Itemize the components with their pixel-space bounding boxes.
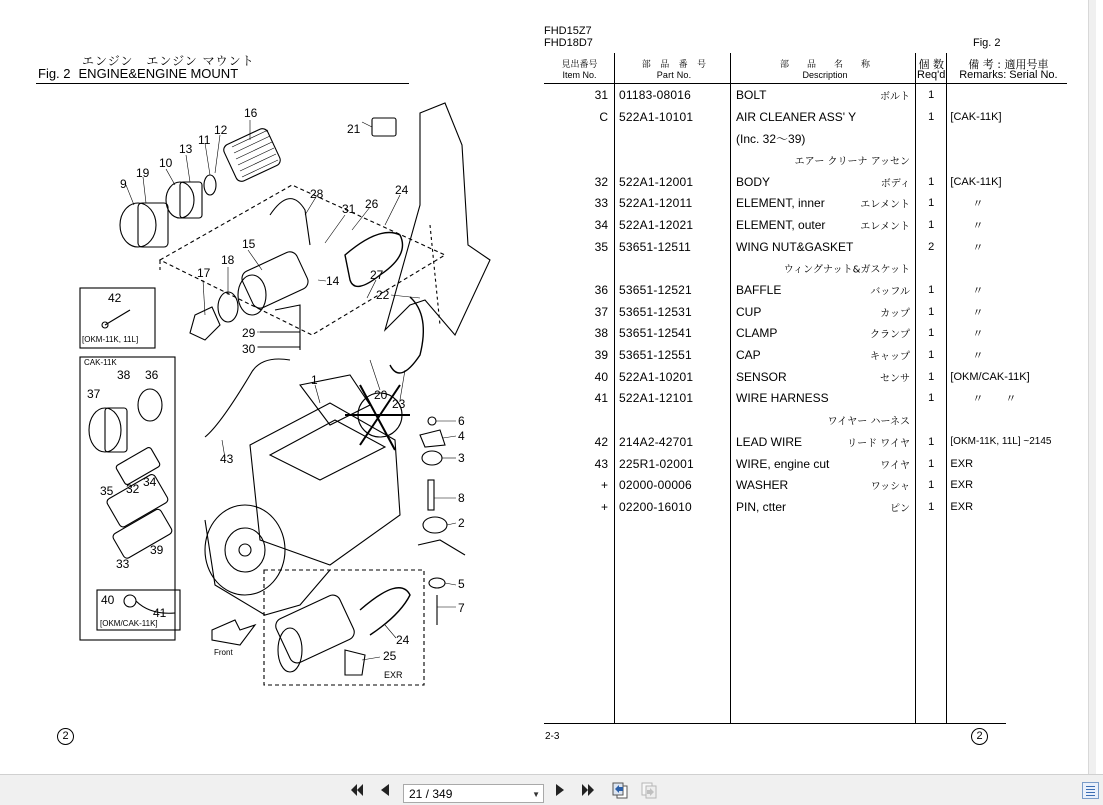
box-label: [OKM/CAK-11K]	[100, 619, 158, 628]
callout: 16	[244, 106, 258, 120]
model-name: FHD18D7	[544, 37, 593, 49]
callout: 26	[365, 197, 379, 211]
right-page-marker: 2	[971, 728, 988, 745]
callout: 22	[376, 288, 390, 302]
callout: 32	[126, 482, 140, 496]
callout: 35	[100, 484, 114, 498]
callout: Front	[214, 648, 233, 657]
right-page	[520, 0, 1096, 774]
callout: 10	[159, 156, 173, 170]
table-row: 41 522A1-12101 WIRE HARNESS 1 〃 〃	[544, 388, 1067, 410]
page-number: 2-3	[545, 731, 560, 742]
page-number-select[interactable]	[403, 784, 544, 803]
table-header	[544, 53, 1067, 84]
table-row: 38 53651-12541 CLAMP クランプ 1 〃	[544, 323, 1067, 345]
callout: 34	[143, 475, 157, 489]
callout: 9	[120, 177, 127, 191]
table-row: 40 522A1-10201 SENSOR センサ 1 [OKM/CAK-11K]	[544, 366, 1067, 388]
callout: 24	[395, 183, 409, 197]
callout: 2	[458, 516, 465, 530]
callout: 12	[214, 123, 228, 137]
table-row: C 522A1-10101 AIR CLEANER ASS' Y 1 [CAK-11K]	[544, 106, 1067, 128]
navigation-toolbar	[0, 774, 1103, 805]
callout: 31	[342, 202, 356, 216]
header-qty: 個 数 Req'd	[916, 53, 947, 84]
parts-rows	[544, 84, 1067, 723]
table-row: 36 53651-12521 BAFFLE バッフル 1 〃	[544, 279, 1067, 301]
callout: 5	[458, 577, 465, 591]
callout: 17	[197, 266, 211, 280]
callout: 39	[150, 543, 164, 557]
header-remarks: 備 考 : 適用号車 Remarks: Serial No.	[947, 53, 1068, 84]
left-page-marker: 2	[57, 728, 74, 745]
callout: 19	[136, 166, 150, 180]
sidebar-toggle-icon[interactable]	[1082, 782, 1099, 799]
callout: 24	[396, 633, 410, 647]
callout: 15	[242, 237, 256, 251]
box-label: [OKM-11K, 11L]	[82, 335, 139, 344]
previous-view-icon[interactable]	[611, 781, 629, 799]
callout: CAK-11K	[84, 358, 117, 367]
model-name: FHD15Z7	[544, 25, 592, 37]
table-row: ワイヤー ハーネス	[544, 409, 1067, 431]
table-row: 39 53651-12551 CAP キャップ 1 〃	[544, 344, 1067, 366]
table-row: ウィングナット&ガスケット	[544, 258, 1067, 280]
table-row: 35 53651-12511 WING NUT&GASKET 2 〃	[544, 236, 1067, 258]
last-page-icon[interactable]	[579, 781, 597, 799]
callout: 30	[242, 342, 256, 356]
table-row: + 02200-16010 PIN, ctter ピン 1 EXR	[544, 496, 1067, 518]
fig-title-en: ENGINE&ENGINE MOUNT	[78, 66, 239, 81]
callout: 8	[458, 491, 465, 505]
fig-label: Fig. 2	[38, 66, 71, 81]
fig-title-underline	[36, 83, 409, 84]
parts-table	[544, 53, 1067, 723]
callout: 7	[458, 601, 465, 615]
callout: 13	[179, 142, 193, 156]
callout: 11	[198, 133, 211, 147]
table-row: 42 214A2-42701 LEAD WIRE リード ワイヤ 1 [OKM-11K, 11L] ~2145	[544, 431, 1067, 453]
callout: 1	[311, 373, 318, 387]
prev-page-icon[interactable]	[376, 781, 394, 799]
callout: 29	[242, 326, 256, 340]
callout: 33	[116, 557, 130, 571]
callout: 42	[108, 291, 122, 305]
table-row: 32 522A1-12001 BODY ボディ 1 [CAK-11K]	[544, 171, 1067, 193]
table-row: 37 53651-12531 CUP カップ 1 〃	[544, 301, 1067, 323]
header-desc: 部 品 名 称 Description	[731, 53, 916, 84]
table-filler	[544, 518, 1067, 723]
table-row: 34 522A1-12021 ELEMENT, outer エレメント 1 〃	[544, 214, 1067, 236]
table-row: + 02000-00006 WASHER ワッシャ 1 EXR	[544, 474, 1067, 496]
callout: 28	[310, 187, 324, 201]
callout: 14	[326, 274, 340, 288]
next-page-icon[interactable]	[551, 781, 569, 799]
next-view-icon[interactable]	[640, 781, 658, 799]
header-item: 見出番号 Item No.	[544, 53, 615, 84]
callout: 43	[220, 452, 234, 466]
table-bottom-rule	[544, 723, 1006, 724]
callout: 25	[383, 649, 397, 663]
callout: 6	[458, 414, 465, 428]
vertical-scrollbar[interactable]	[1088, 0, 1096, 774]
callout: 23	[392, 397, 406, 411]
model-list	[544, 25, 593, 49]
callout: 37	[87, 387, 101, 401]
table-row: 33 522A1-12011 ELEMENT, inner エレメント 1 〃	[544, 192, 1067, 214]
callout: 36	[145, 368, 159, 382]
callout: 3	[458, 451, 465, 465]
callout: 27	[370, 268, 384, 282]
left-page	[0, 0, 520, 774]
callout: EXR	[384, 670, 403, 680]
callout: 18	[221, 253, 235, 267]
chevron-down-icon: ▼	[532, 790, 540, 799]
callout: 4	[458, 429, 465, 443]
table-row: 43 225R1-02001 WIRE, engine cut ワイヤ 1 EXR	[544, 453, 1067, 475]
callout: 20	[374, 388, 388, 402]
first-page-icon[interactable]	[348, 781, 366, 799]
callout: 38	[117, 368, 131, 382]
table-row: 31 01183-08016 BOLT ボルト 1	[544, 84, 1067, 106]
callout: 41	[153, 606, 167, 620]
fig-title-jp: エンジン エンジン マウント	[82, 54, 255, 68]
fig-number: Fig. 2	[973, 37, 1001, 49]
diagram-callouts	[0, 85, 520, 785]
header-part: 部 品 番 号 Part No.	[615, 53, 731, 84]
table-row: (Inc. 32～39)	[544, 127, 1067, 149]
table-row: エアー クリーナ アッセン	[544, 149, 1067, 171]
fig-title	[38, 66, 238, 81]
callout: 21	[347, 122, 361, 136]
page-indicator: 21 / 349	[409, 787, 453, 801]
callout: 40	[101, 593, 115, 607]
